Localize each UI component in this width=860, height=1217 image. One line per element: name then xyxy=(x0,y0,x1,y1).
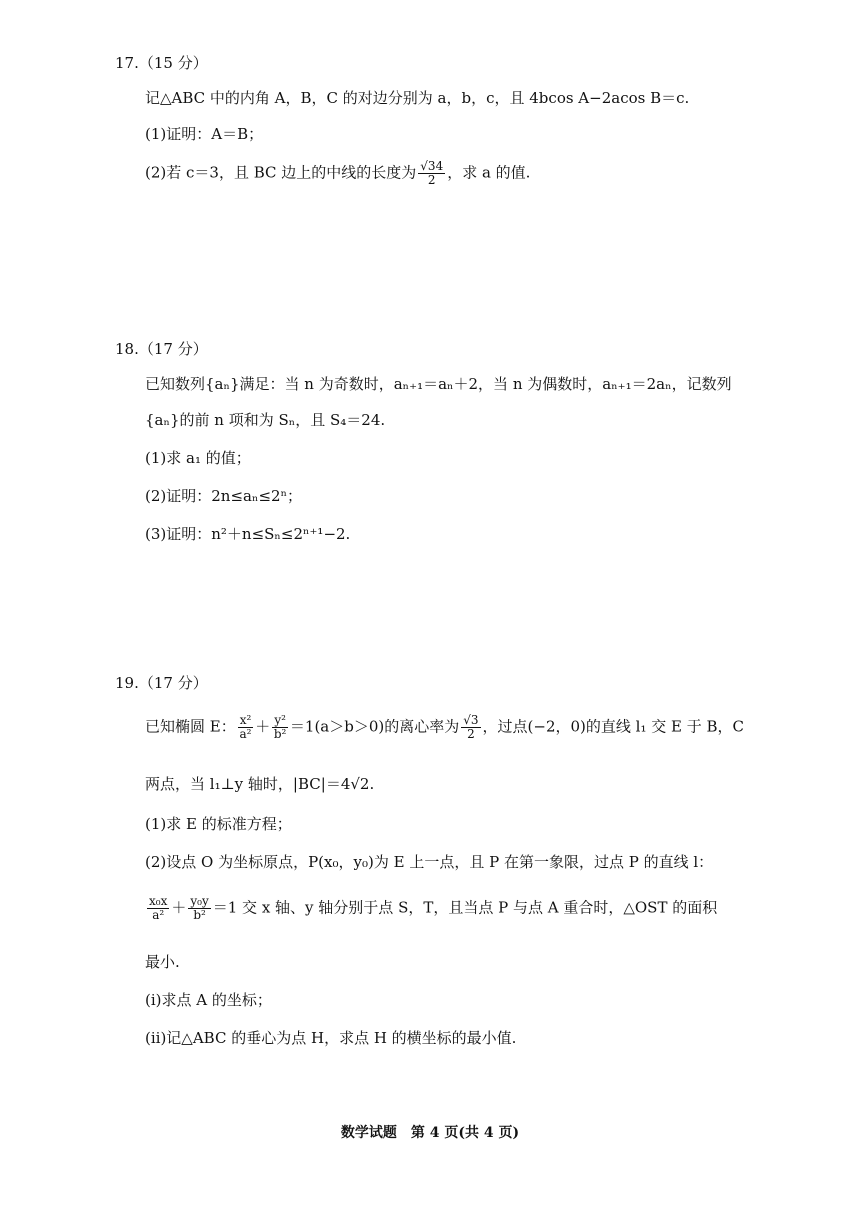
q19-number: 19.（17 分） xyxy=(115,674,208,692)
q19-stem-pre: 已知椭圆 E： xyxy=(145,717,236,736)
q19-frac-tangent-y-den: b² xyxy=(193,908,206,923)
q18-part1: (1)求 a₁ 的值； xyxy=(145,449,251,467)
q17-fraction xyxy=(418,160,445,187)
q19-frac-x2 xyxy=(238,714,254,741)
q19-stem-post: ，过点(−2，0)的直线 l₁ 交 E 于 B，C xyxy=(482,717,744,736)
q19-part2-line2-post: ＝1 交 x 轴、y 轴分别于点 S，T，且当点 P 与点 A 重合时，△OST 的面积 xyxy=(212,898,718,917)
q19-stem-line1 xyxy=(145,714,744,741)
q19-frac-x2-num: x² xyxy=(239,713,252,727)
q19-frac-ecc xyxy=(461,714,480,741)
q17-frac-den: 2 xyxy=(427,173,436,188)
q19-plus-2: ＋ xyxy=(171,898,187,917)
q18-stem-line1: 已知数列{aₙ}满足：当 n 为奇数时，aₙ₊₁＝aₙ＋2，当 n 为偶数时，aₙ₊₁＝2aₙ，记数列 xyxy=(145,375,732,393)
q19-part2-line3: 最小. xyxy=(145,953,180,971)
q19-frac-ecc-den: 2 xyxy=(467,727,475,742)
q19-frac-y2 xyxy=(272,714,288,741)
q19-frac-y2-num: y² xyxy=(274,713,286,727)
q19-part2-line1: (2)设点 O 为坐标原点，P(x₀，y₀)为 E 上一点，且 P 在第一象限，过点 P 的直线 l： xyxy=(145,853,714,871)
q19-plus: ＋ xyxy=(255,717,271,736)
q19-frac-tangent-x-den: a² xyxy=(152,908,165,923)
q19-frac-tangent-y-num: y₀y xyxy=(190,894,209,908)
q18-stem-line2: {aₙ}的前 n 项和为 Sₙ，且 S₄＝24. xyxy=(145,411,386,429)
q17-stem: 记△ABC 中的内角 A，B，C 的对边分别为 a，b，c，且 4bcos A−2acos B＝c. xyxy=(145,89,690,107)
q19-sub-i: (ⅰ)求点 A 的坐标； xyxy=(145,991,272,1009)
q19-stem-mid: ＝1(a＞b＞0)的离心率为 xyxy=(289,717,460,736)
q19-frac-x2-den: a² xyxy=(239,727,252,742)
page-footer: 数学试题 第 4 页(共 4 页) xyxy=(340,1125,520,1141)
q19-part1: (1)求 E 的标准方程； xyxy=(145,815,292,833)
q18-part3: (3)证明：n²＋n≤Sₙ≤2ⁿ⁺¹−2. xyxy=(145,525,351,543)
q19-sub-ii: (ⅱ)记△ABC 的垂心为点 H，求点 H 的横坐标的最小值. xyxy=(145,1029,517,1047)
q17-part2-post: ，求 a 的值. xyxy=(447,163,531,182)
q19-frac-ecc-num: √3 xyxy=(463,713,479,727)
q17-part2-pre: (2)若 c＝3，且 BC 边上的中线的长度为 xyxy=(145,163,417,182)
q17-number: 17.（15 分） xyxy=(115,54,208,72)
q17-part1: (1)证明：A＝B； xyxy=(145,125,264,143)
q19-frac-tangent-y xyxy=(188,895,210,922)
q17-frac-num: √34 xyxy=(420,159,444,173)
q18-number: 18.（17 分） xyxy=(115,340,208,358)
q19-frac-y2-den: b² xyxy=(273,727,287,742)
q19-frac-tangent-x-num: x₀x xyxy=(149,894,168,908)
q19-stem-line2: 两点，当 l₁⊥y 轴时，|BC|＝4√2. xyxy=(145,775,375,793)
q19-frac-tangent-x xyxy=(147,895,169,922)
q18-part2: (2)证明：2n≤aₙ≤2ⁿ； xyxy=(145,487,303,505)
q17-part2 xyxy=(145,160,530,187)
q19-part2-line2 xyxy=(145,895,717,922)
